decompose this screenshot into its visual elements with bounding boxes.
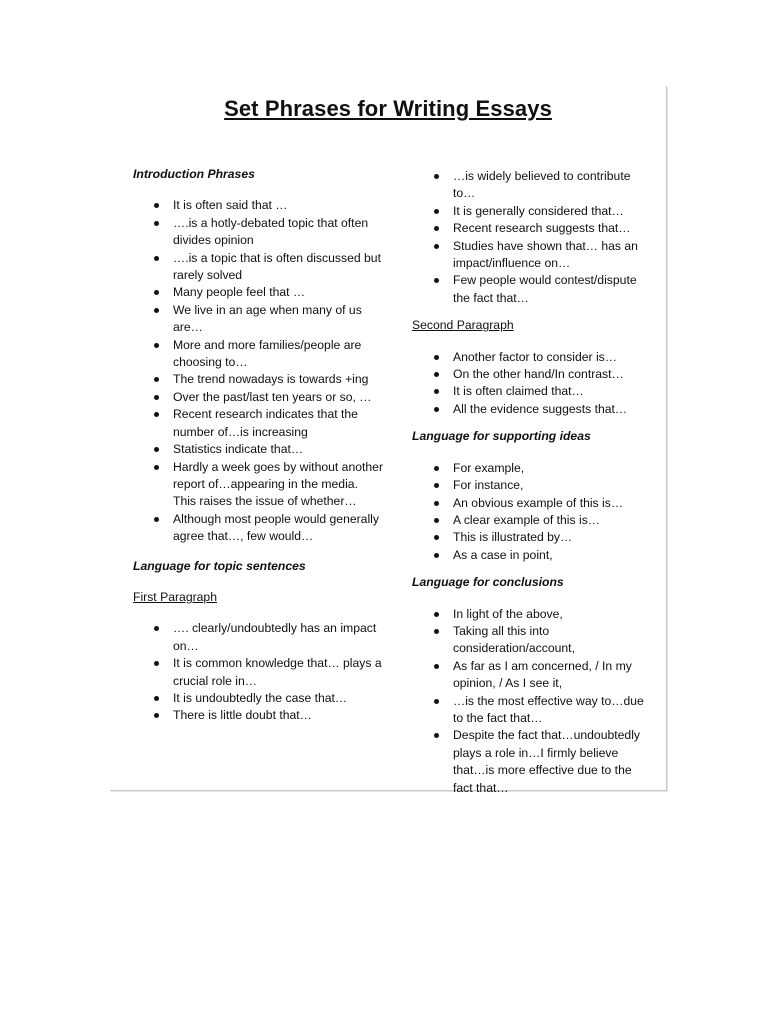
bullet-icon (434, 733, 439, 738)
list-item (412, 349, 652, 366)
list-item-text: Although most people would generally agree that…, few would… (173, 511, 379, 544)
list-item (133, 690, 383, 707)
bullet-icon (434, 664, 439, 669)
bullet-icon (154, 256, 159, 261)
list-item (412, 727, 652, 797)
bullet-icon (434, 372, 439, 377)
supporting-ideas-list (412, 460, 652, 564)
list-item (412, 693, 652, 728)
list-item-text: Many people feel that … (173, 285, 306, 300)
list-item-text: For instance, (453, 478, 524, 493)
list-item (412, 168, 652, 203)
conclusions-heading: Language for conclusions (412, 575, 564, 590)
list-item (133, 197, 383, 214)
first-paragraph-heading: First Paragraph (133, 589, 217, 604)
list-item-text: This is illustrated by… (453, 530, 573, 545)
list-item-text: The trend nowadays is towards +ing (173, 372, 369, 387)
list-item (133, 337, 383, 372)
bullet-icon (154, 377, 159, 382)
bullet-icon (434, 389, 439, 394)
bullet-icon (154, 395, 159, 400)
list-item-text: …is the most effective way to…due to the fact that… (453, 693, 644, 725)
list-item-text: Studies have shown that… has an impact/influence on… (453, 238, 638, 271)
list-item-text: Another factor to consider is… (453, 349, 617, 364)
list-item (412, 529, 652, 546)
list-item (412, 606, 652, 623)
bullet-icon (154, 713, 159, 718)
conclusions-list (412, 606, 652, 797)
list-item-text: As a case in point, (453, 547, 553, 562)
list-item-text: A clear example of this is… (453, 512, 600, 527)
list-item (412, 366, 652, 383)
bullet-icon (434, 226, 439, 231)
list-item (133, 250, 383, 285)
bullet-icon (434, 629, 439, 634)
bullet-icon (434, 407, 439, 412)
list-item-text: Recent research suggests that… (453, 221, 631, 236)
document-page (110, 86, 667, 795)
list-item (412, 623, 652, 658)
left-column (133, 166, 383, 735)
list-item-text: We live in an age when many of us are… (173, 302, 362, 335)
list-item-text: More and more families/people are choosing to… (173, 337, 362, 370)
bullet-icon (154, 447, 159, 452)
bullet-icon (434, 699, 439, 704)
bullet-icon (154, 343, 159, 348)
bullet-icon (154, 626, 159, 631)
right-column (412, 168, 652, 807)
list-item (133, 707, 383, 724)
list-item-text: It is often claimed that… (453, 384, 584, 399)
list-item (412, 203, 652, 220)
list-item (412, 401, 652, 418)
continued-list (412, 168, 652, 307)
bullet-icon (154, 517, 159, 522)
list-item-text: An obvious example of this is… (453, 495, 624, 510)
list-item-text: It is common knowledge that… plays a crucial role in… (173, 656, 382, 688)
list-item-text: …is widely believed to contribute to… (453, 169, 631, 201)
list-item (133, 511, 383, 546)
list-item (133, 655, 383, 690)
list-item (133, 459, 383, 511)
list-item-text: In light of the above, (453, 606, 563, 621)
bullet-icon (434, 553, 439, 558)
list-item (412, 658, 652, 693)
list-item (412, 460, 652, 477)
list-item (412, 238, 652, 273)
list-item (412, 512, 652, 529)
list-item-text: ….is a hotly-debated topic that often divides opinion (173, 215, 369, 248)
list-item (133, 284, 383, 301)
list-item (412, 383, 652, 400)
bullet-icon (434, 278, 439, 283)
bullet-icon (434, 174, 439, 179)
bullet-icon (434, 466, 439, 471)
list-item (133, 302, 383, 337)
list-item-text: It is undoubtedly the case that… (173, 690, 348, 705)
bullet-icon (434, 355, 439, 360)
list-item-text: It is often said that … (173, 198, 288, 213)
list-item (133, 215, 383, 250)
list-item (412, 272, 652, 307)
list-item-text: ….is a topic that is often discussed but rarely solved (173, 250, 381, 283)
list-item-text: All the evidence suggests that… (453, 401, 628, 416)
bullet-icon (154, 465, 159, 470)
list-item-text: Hardly a week goes by without another report of…appearing in the media. This raises the issue of whether… (173, 459, 384, 509)
list-item (133, 620, 383, 655)
second-paragraph-heading: Second Paragraph (412, 318, 514, 333)
bullet-icon (434, 612, 439, 617)
bullet-icon (434, 209, 439, 214)
document-title: Set Phrases for Writing Essays (224, 96, 552, 121)
list-item-text: Over the past/last ten years or so, … (173, 389, 372, 404)
bullet-icon (154, 412, 159, 417)
bullet-icon (154, 290, 159, 295)
second-paragraph-list (412, 349, 652, 419)
bullet-icon (434, 501, 439, 506)
introduction-list (133, 197, 383, 545)
list-item-text: On the other hand/In contrast… (453, 367, 624, 382)
supporting-ideas-heading: Language for supporting ideas (412, 429, 591, 444)
list-item-text: As far as I am concerned, / In my opinion, / As I see it, (453, 658, 632, 691)
introduction-heading: Introduction Phrases (133, 167, 255, 181)
list-item (412, 495, 652, 512)
bullet-icon (154, 203, 159, 208)
list-item-text: Few people would contest/dispute the fact that… (453, 273, 637, 305)
list-item-text: It is generally considered that… (453, 203, 624, 218)
bullet-icon (154, 661, 159, 666)
bullet-icon (434, 244, 439, 249)
bullet-icon (434, 483, 439, 488)
list-item-text: Taking all this into consideration/account, (453, 623, 575, 656)
first-paragraph-list (133, 620, 383, 724)
bullet-icon (154, 308, 159, 313)
list-item (412, 477, 652, 494)
bullet-icon (434, 518, 439, 523)
list-item (412, 547, 652, 564)
list-item (133, 389, 383, 406)
list-item (133, 371, 383, 388)
list-item (133, 406, 383, 441)
list-item-text: There is little doubt that… (173, 708, 312, 723)
list-item-text: Statistics indicate that… (173, 442, 304, 457)
list-item-text: Despite the fact that…undoubtedly plays a role in…I firmly believe that…is more effective due to the fact that… (453, 728, 640, 795)
list-item-text: Recent research indicates that the number of…is increasing (173, 407, 358, 439)
topic-sentences-heading: Language for topic sentences (133, 558, 306, 573)
bullet-icon (154, 221, 159, 226)
list-item (412, 220, 652, 237)
list-item (133, 441, 383, 458)
list-item-text: …. clearly/undoubtedly has an impact on… (173, 621, 377, 653)
bullet-icon (154, 696, 159, 701)
bullet-icon (434, 535, 439, 540)
list-item-text: For example, (453, 460, 525, 475)
